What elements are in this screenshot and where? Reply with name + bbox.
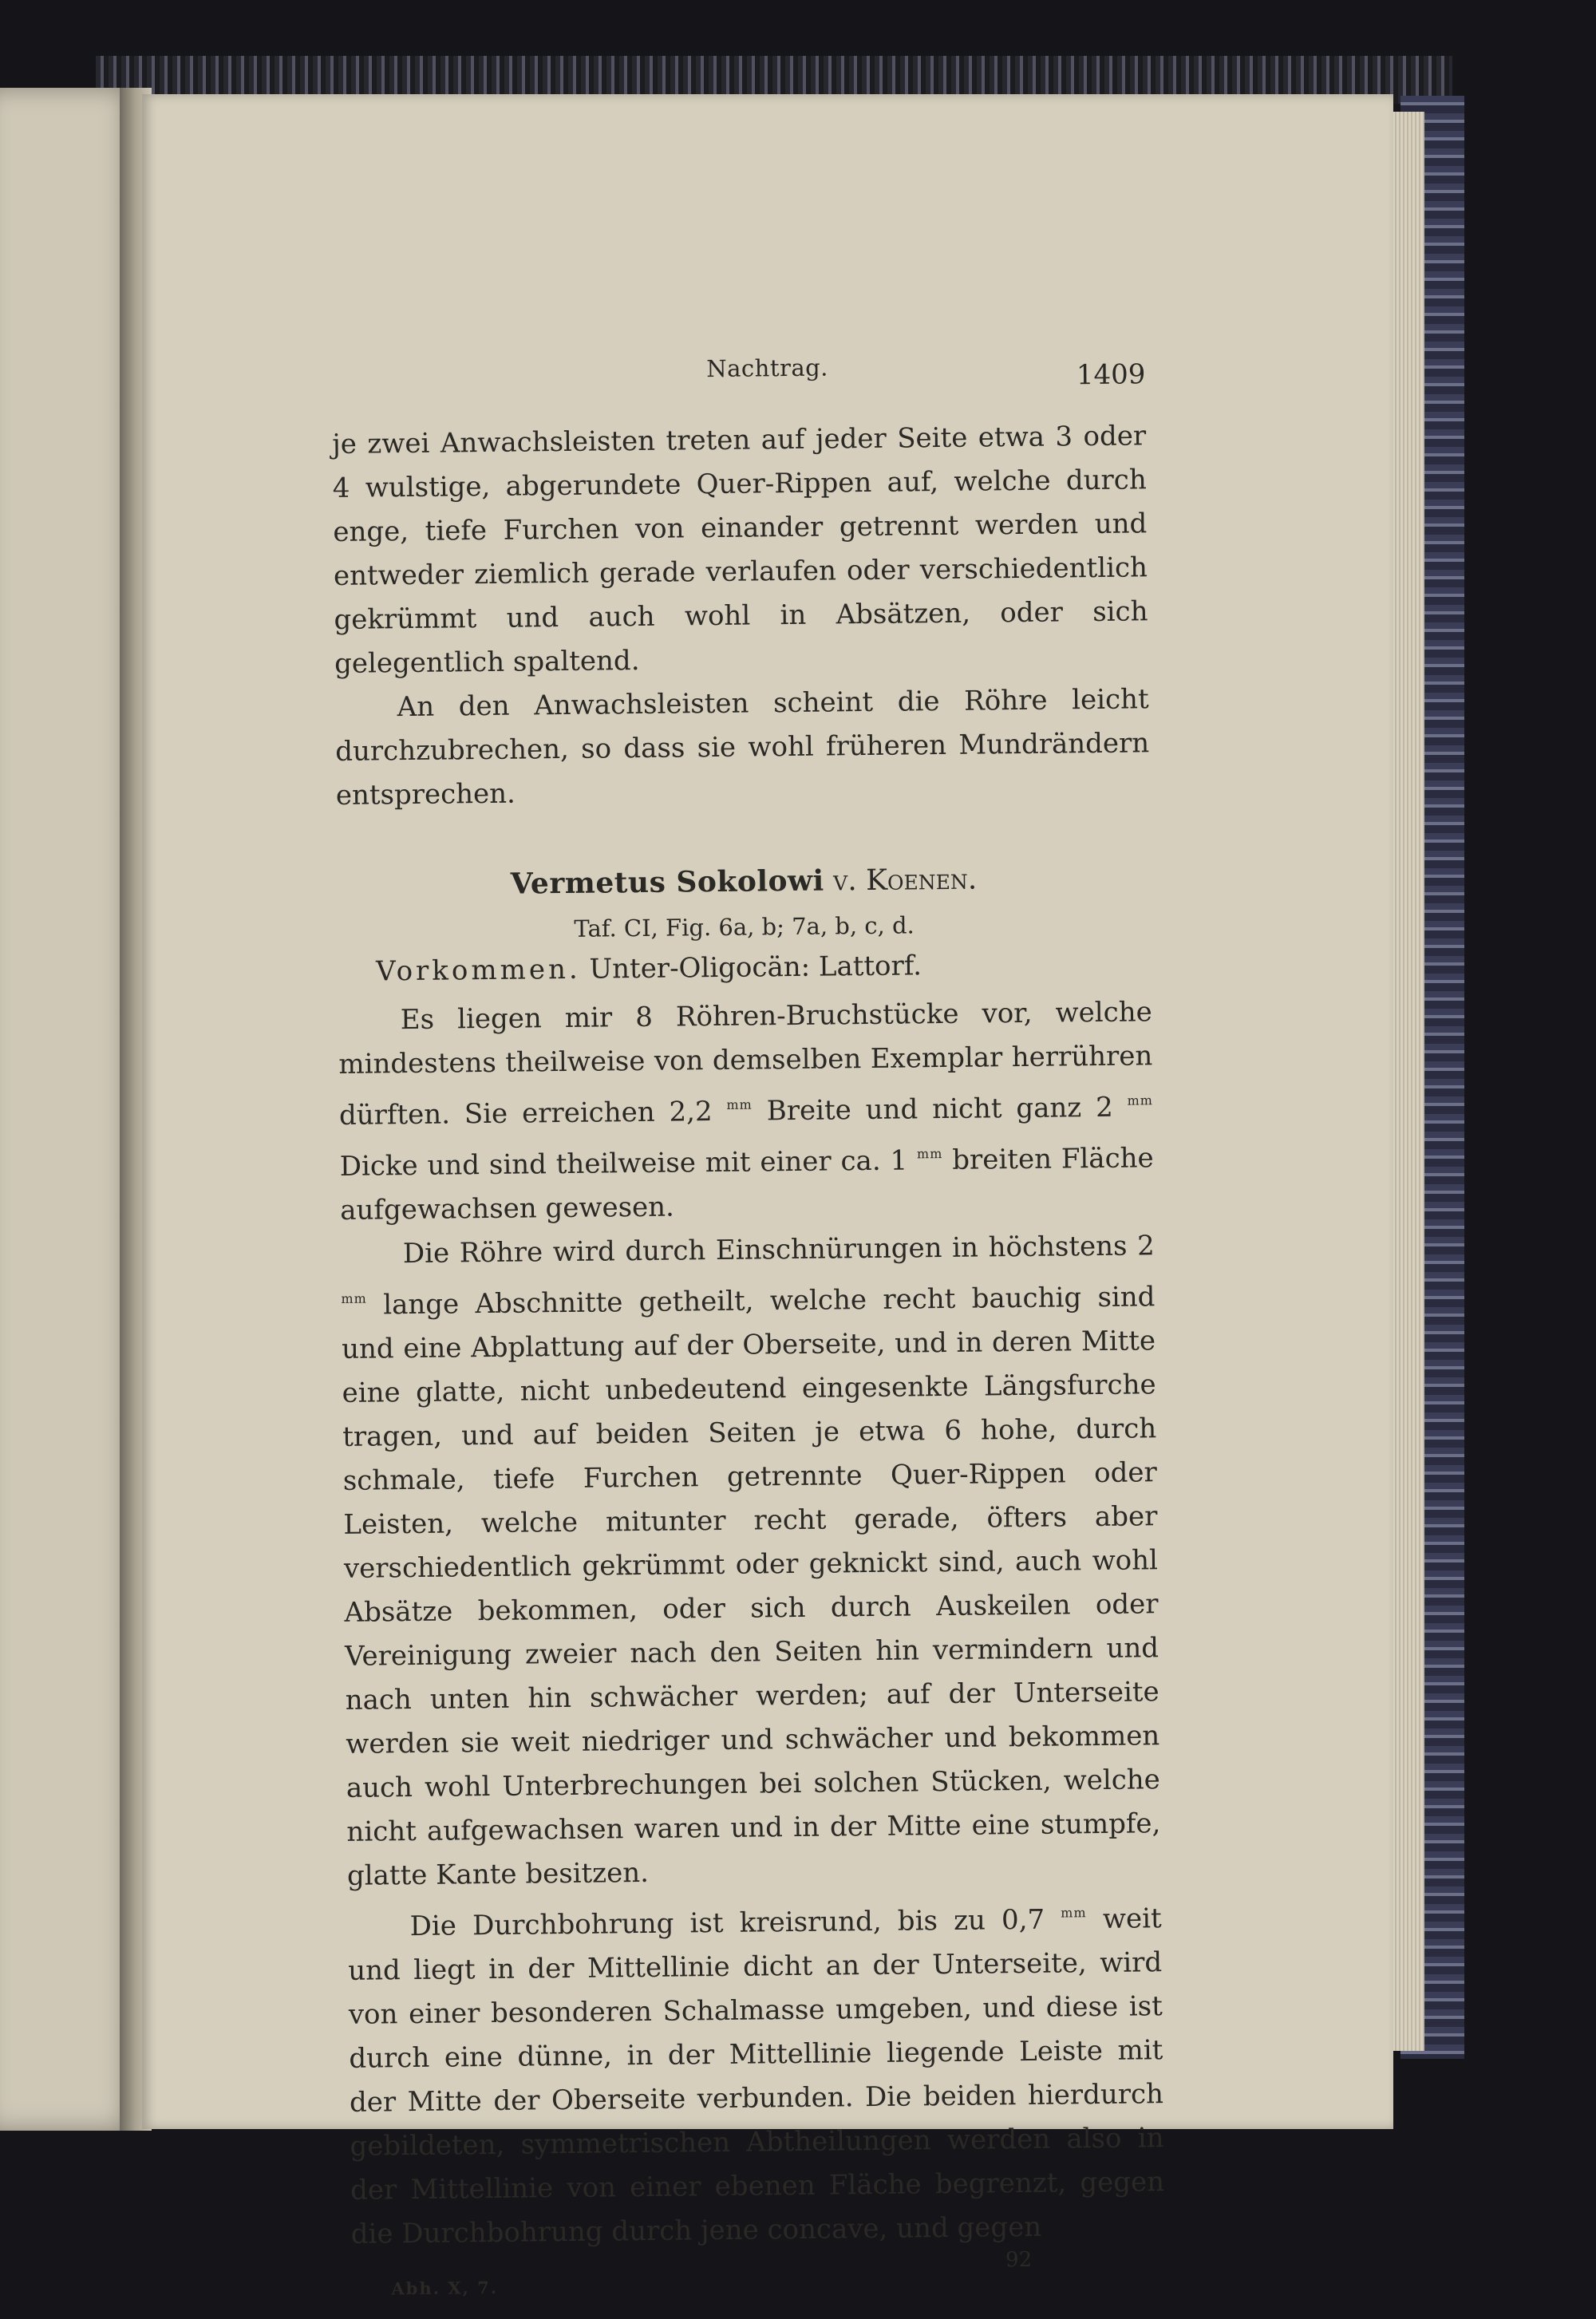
para3-text-c: Dicke und sind theilweise mit einer ca. 1 xyxy=(339,1144,908,1183)
page-number: 1409 xyxy=(1076,358,1146,392)
para3-text-b: Breite und nicht ganz 2 xyxy=(766,1091,1113,1128)
para3-text-a: Es liegen mir 8 Röhren-Bruchstücke vor, welche mindestens theilweise von demselben Exemplar herrühren dürften. Sie erreichen 2,2 xyxy=(338,996,1153,1132)
para4-text-a: Die Röhre wird durch Einschnürungen in höchstens 2 xyxy=(402,1230,1156,1270)
para4-text-b: lange Abschnitte getheilt, welche recht bauchig sind und eine Abplattung auf der Oberseite, und in deren Mitte eine glatte, nicht unbedeutend eingesenkte Längsfurche tragen, und auf beiden Seiten je etwa 6 hohe, durch schmale, tiefe Furchen getrennte Quer-Rippen oder Leisten, welche mitunter recht gerade, öfters aber verschiedentlich gekrümmt oder geknickt sind, auch wohl Absätze bekommen, oder sich durch Auskeilen oder Vereinigung zweier nach den Seiten hin vermindern und nach unten hin schwächer werden; auf der Unterseite werden sie weit niedriger und schwächer und bekommen auch wohl Unterbrechungen bei solchen Stücken, welche nicht aufgewachsen waren und in der Mitte eine stumpfe, glatte Kante besitzen. xyxy=(341,1281,1161,1892)
para5-text-a: Die Durchbohrung ist kreisrund, bis zu 0,7 xyxy=(409,1903,1045,1943)
page-stack-edge xyxy=(1389,112,1424,2051)
printer-signature: Abh. X, 7. xyxy=(391,2277,499,2299)
unit-mm: mm xyxy=(1127,1092,1154,1108)
unit-mm: mm xyxy=(341,1290,367,1306)
page-footer xyxy=(351,2247,1166,2319)
running-head: Nachtrag. xyxy=(706,354,829,383)
paragraph-continued: je zwei Anwachsleisten treten auf jeder Seite etwa 3 oder 4 wulstige, abgerundete Quer-Rippen auf, welche durch enge, tiefe Furchen von einander getrennt werden und entweder ziemlich gerade verlaufen oder verschiedentlich gekrümmt und auch wohl in Absätzen, oder sich gelegentlich spaltend. xyxy=(332,420,1148,680)
plate-reference: Taf. CI, Fig. 6a, b; 7a, b, c, d. xyxy=(574,911,915,942)
species-author: v. Koenen. xyxy=(832,863,978,898)
occurrence-value: Unter-Oligocän: Lattorf. xyxy=(589,950,922,986)
paragraph-growth-lines: An den Anwachsleisten scheint die Röhre leicht durchzubrechen, so dass sie wohl früheren Mundrändern entsprechen. xyxy=(335,683,1150,812)
paragraph-tube xyxy=(341,1224,1162,1898)
page-header xyxy=(331,342,1146,423)
sheet-number: 92 xyxy=(1005,2247,1033,2273)
species-heading xyxy=(337,857,1151,907)
species-name: Vermetus Sokolowi xyxy=(510,863,824,901)
page-text-block xyxy=(331,342,1166,2319)
paragraph-perforation xyxy=(347,1890,1165,2257)
paragraph-fragments xyxy=(338,990,1155,1233)
para3-text-d: breiten Fläche aufgewachsen gewesen. xyxy=(340,1142,1154,1227)
left-page-sliver xyxy=(0,88,140,2131)
occurrence-line xyxy=(376,941,1152,994)
occurrence-label: Vorkommen. xyxy=(375,953,581,988)
para5-text-b: weit und liegt in der Mittellinie dicht an der Unterseite, wird von einer besonderen Schalmasse umgeben, und diese ist durch eine dünne, in der Mittellinie liegende Leiste mit der Mitte der Oberseite verbunden. Die beiden hierdurch gebildeten, symmetrischen Abtheilungen werden also in der Mittellinie von einer ebenen Fläche begrenzt, gegen die Durchbohrung durch jene concave, und gegen xyxy=(348,1902,1165,2250)
unit-mm: mm xyxy=(726,1096,753,1112)
unit-mm: mm xyxy=(916,1146,943,1162)
unit-mm: mm xyxy=(1061,1905,1087,1921)
